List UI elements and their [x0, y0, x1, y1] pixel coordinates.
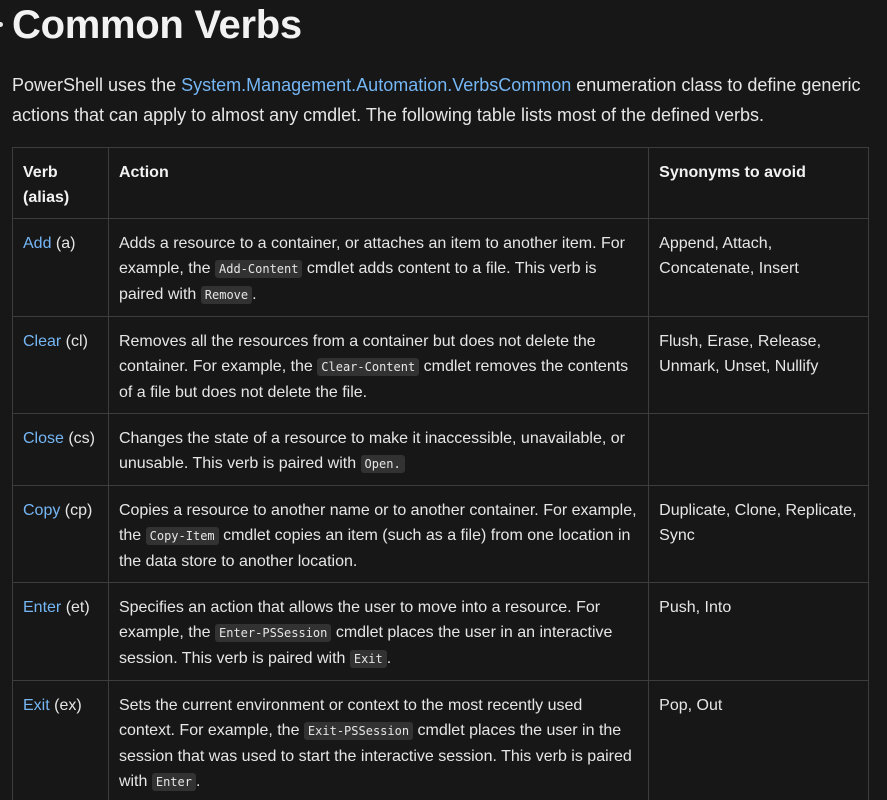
- inline-code: Enter-PSSession: [215, 624, 331, 642]
- verb-alias: (cp): [60, 502, 93, 519]
- synonyms-cell: Flush, Erase, Release, Unmark, Unset, Nullify: [649, 317, 869, 414]
- action-text: cmdlet removes the contents of a file but does not delete the file.: [118, 358, 629, 401]
- intro-text-before: PowerShell uses the: [12, 75, 182, 95]
- verb-cell: [13, 219, 109, 317]
- action-cell: [108, 219, 648, 317]
- table-row: [13, 317, 869, 414]
- verb-alias: (cs): [63, 430, 96, 447]
- action-text: cmdlet places the user in an interactive session. This verb is paired with: [118, 624, 613, 667]
- verb-alias: (a): [51, 235, 76, 252]
- verb-alias: (et): [61, 599, 90, 616]
- action-text: .: [195, 773, 201, 790]
- intro-text-after: enumeration class to define generic actions that can apply to almost any cmdlet. The following table lists most of the defined verbs.: [12, 75, 861, 125]
- action-text: .: [386, 650, 392, 667]
- synonyms-cell: Duplicate, Clone, Replicate, Sync: [649, 486, 869, 583]
- action-text: Changes the state of a resource to make it inaccessible, unavailable, or unusable. This verb is paired with: [118, 430, 625, 472]
- verb-cell: [13, 583, 109, 681]
- action-cell: [108, 317, 648, 414]
- inline-code: Exit: [350, 650, 387, 668]
- inline-code: Clear-Content: [317, 358, 419, 376]
- inline-code: Exit-PSSession: [304, 722, 413, 740]
- action-cell: [108, 414, 648, 486]
- action-cell: [108, 681, 648, 800]
- action-text: Specifies an action that allows the user to move into a resource. For example, the: [118, 599, 601, 641]
- verb-link[interactable]: Enter: [23, 599, 62, 616]
- verb-cell: [13, 414, 109, 486]
- verb-link[interactable]: Clear: [23, 333, 62, 350]
- inline-code: Add-Content: [215, 260, 302, 278]
- table-row: [13, 681, 869, 800]
- verbs-common-link[interactable]: System.Management.Automation.VerbsCommon: [181, 75, 572, 95]
- inline-code: Copy-Item: [146, 527, 219, 545]
- action-cell: [108, 486, 648, 583]
- verb-alias: (ex): [49, 697, 82, 714]
- verb-link[interactable]: Add: [23, 235, 52, 252]
- verb-link[interactable]: Close: [23, 430, 64, 447]
- table-header-row: [13, 148, 869, 219]
- verb-link[interactable]: Copy: [23, 502, 61, 519]
- header-alias-label: (alias): [23, 189, 70, 206]
- verb-cell: [13, 317, 109, 414]
- synonyms-cell: Pop, Out: [649, 681, 869, 800]
- inline-code: Remove: [201, 286, 252, 304]
- action-text: .: [252, 286, 257, 303]
- page-title: Common Verbs: [12, 3, 302, 47]
- header-verb: [13, 148, 109, 219]
- action-cell: [108, 583, 648, 681]
- heading-marker: [0, 22, 3, 27]
- synonyms-cell: Append, Attach, Concatenate, Insert: [649, 219, 869, 317]
- action-text: Copies a resource to another name or to another container. For example, the: [118, 502, 637, 544]
- synonyms-cell: [649, 414, 869, 486]
- verb-link[interactable]: Exit: [23, 697, 50, 714]
- header-verb-label: Verb: [23, 164, 58, 181]
- table-row: [13, 219, 869, 317]
- action-text: Sets the current environment or context to the most recently used context. For example, the: [118, 697, 583, 739]
- action-text: cmdlet copies an item (such as a file) from one location in the data store to another location.: [118, 527, 631, 570]
- verb-cell: [13, 681, 109, 800]
- action-text: Adds a resource to a container, or attaches an item to another item. For example, the: [118, 235, 625, 277]
- synonyms-cell: Push, Into: [649, 583, 869, 681]
- header-synonyms: Synonyms to avoid: [649, 148, 869, 219]
- verb-cell: [13, 486, 109, 583]
- table-row: [13, 583, 869, 681]
- action-text: Removes all the resources from a container but does not delete the container. For example, the: [118, 333, 596, 375]
- action-text: cmdlet adds content to a file. This verb is paired with: [118, 260, 597, 303]
- table-row: [13, 486, 869, 583]
- verb-alias: (cl): [61, 333, 88, 350]
- table-body: [13, 219, 869, 800]
- action-text: cmdlet places the user in the session that was used to start the interactive session. This verb is paired with: [118, 722, 632, 790]
- table-row: [13, 414, 869, 486]
- intro-paragraph: [12, 70, 882, 130]
- inline-code: Enter: [152, 773, 196, 791]
- header-action: Action: [108, 148, 648, 219]
- verbs-table: [12, 147, 869, 800]
- inline-code: Open.: [361, 455, 405, 473]
